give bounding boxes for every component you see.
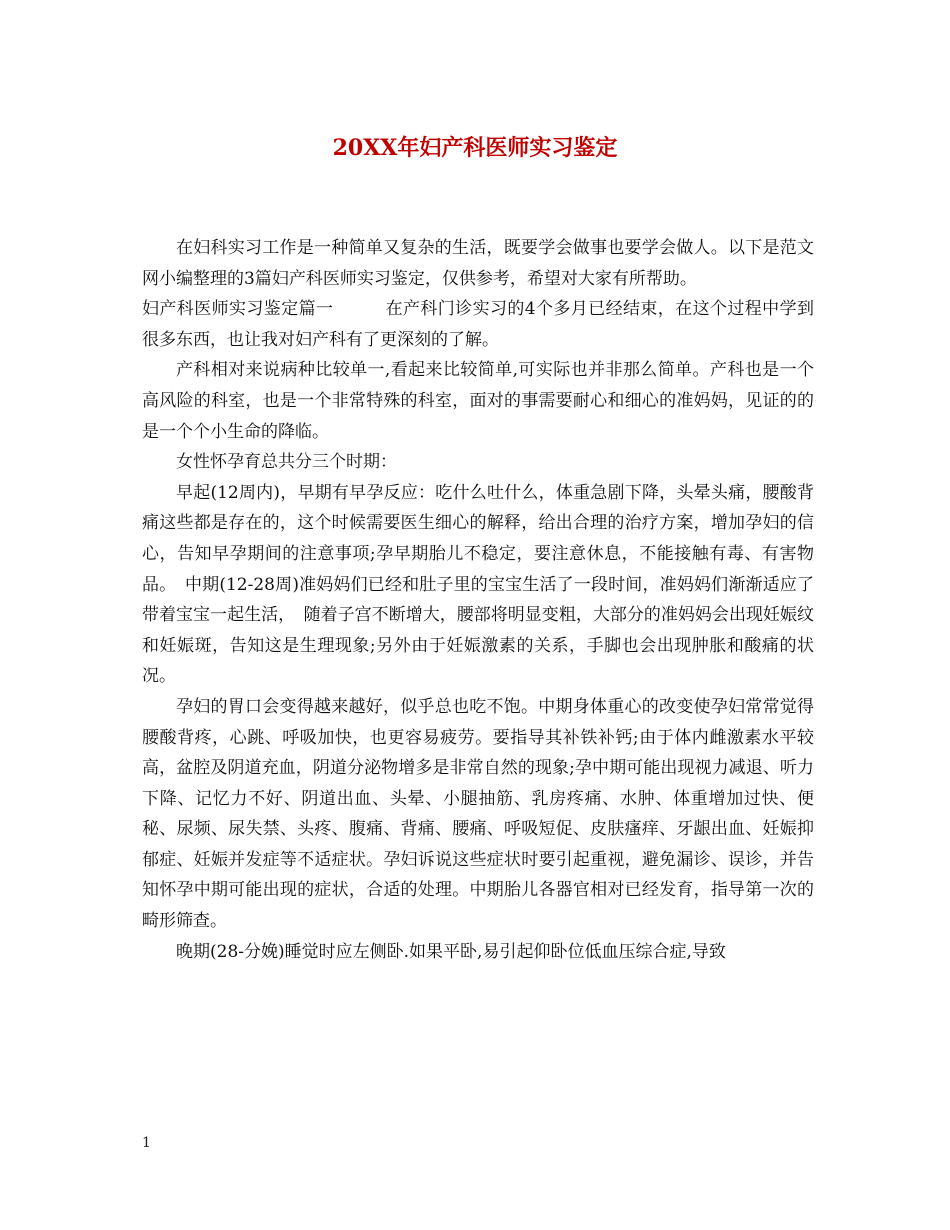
paragraph-section-one-start: 妇产科医师实习鉴定篇一 在产科门诊实习的4个多月已经结束，在这个过程中学到很多东西，也让我对妇产科有了更深刻的了解。 <box>142 299 814 350</box>
paragraph-three-periods: 女性怀孕育总共分三个时期： <box>176 452 397 473</box>
paragraph-late-period: 晚期(28-分娩)睡觉时应左侧卧.如果平卧,易引起仰卧位低血压综合症,导致 <box>176 941 726 962</box>
paragraph-obstetrics: 产科相对来说病种比较单一,看起来比较简单,可实际也并非那么简单。产科也是一个高风险的科室，也是一个非常特殊的科室，面对的事需要耐心和细心的准妈妈，见证的的是一个个小生命的降临。 <box>142 360 814 442</box>
page-number: 1 <box>142 1135 151 1151</box>
paragraph-early-middle: 早起(12周内)，早期有早孕反应：吃什么吐什么，体重急剧下降，头晕头痛，腰酸背痛这些都是存在的，这个时候需要医生细心的解释，给出合理的治疗方案，增加孕妇的信心，告知早孕期间的注意事项;孕早期胎儿不稳定，要注意休息，不能接触有毒、有害物品。 中期(12-28周)准妈妈们已经和肚子里的宝宝生活了一段时间，准妈妈们渐渐适应了带着宝宝一起生活， 随着子宫不断增大，腰部将明显变粗，大部分的准妈妈会出现妊娠纹和妊娠斑，告知这是生理现象;另外由于妊娠激素的关系，手脚也会出现肿胀和酸痛的状况。 <box>142 482 814 687</box>
paragraph-middle-symptoms: 孕妇的胃口会变得越来越好，似乎总也吃不饱。中期身体重心的改变使孕妇常常觉得腰酸背疼，心跳、呼吸加快，也更容易疲劳。要指导其补铁补钙;由于体内雌激素水平较高，盆腔及阴道充血，阴道分泌物增多是非常自然的现象;孕中期可能出现视力减退、听力下降、记忆力不好、阴道出血、头晕、小腿抽筋、乳房疼痛、水肿、体重增加过快、便秘、尿频、尿失禁、头疼、腹痛、背痛、腰痛、呼吸短促、皮肤瘙痒、牙龈出血、妊娠抑郁症、妊娠并发症等不适症状。孕妇诉说这些症状时要引起重视，避免漏诊、误诊，并告知怀孕中期可能出现的症状，合适的处理。中期胎儿各器官相对已经发育，指导第一次的畸形筛查。 <box>142 696 814 932</box>
document-title: 20XX年妇产科医师实习鉴定 <box>332 135 618 161</box>
paragraph-intro: 在妇科实习工作是一种简单又复杂的生活，既要学会做事也要学会做人。以下是范文网小编整理的3篇妇产科医师实习鉴定，仅供参考，希望对大家有所帮助。 <box>142 238 814 289</box>
document-body <box>142 233 814 967</box>
